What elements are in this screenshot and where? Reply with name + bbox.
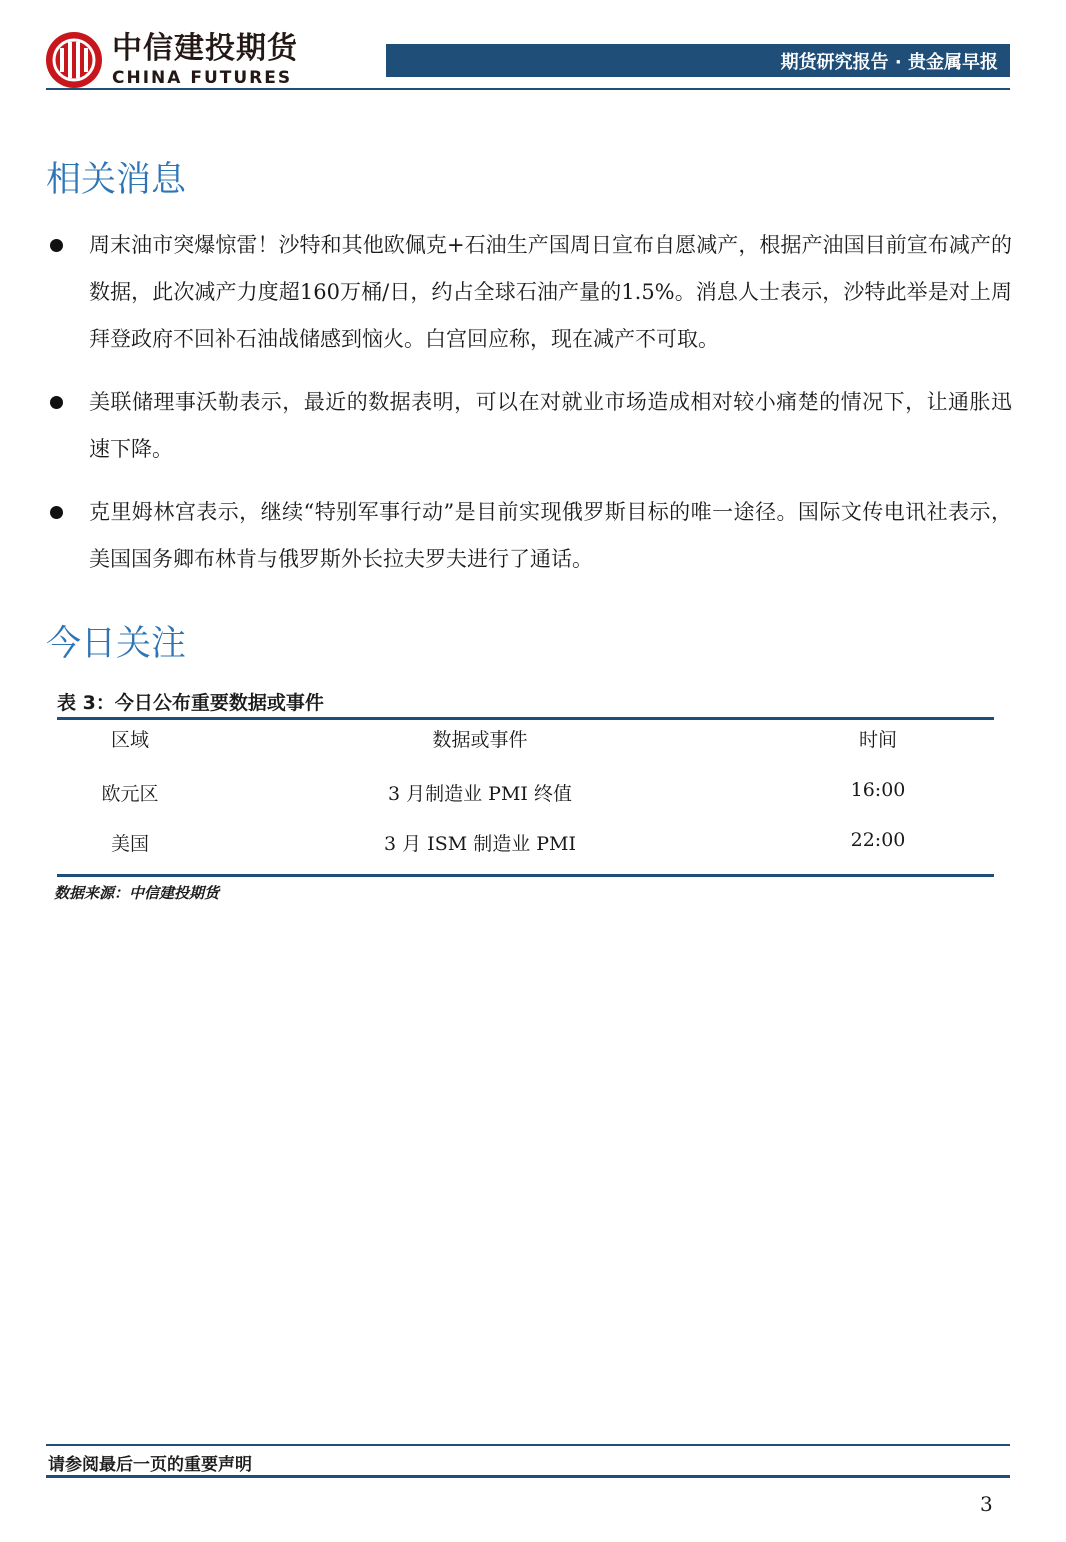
news-item-text: 周末油市突爆惊雷！沙特和其他欧佩克+石油生产国周日宣布自愿减产，根据产油国目前宣布减产的数据，此次减产力度超160万桶/日，约占全球石油产量的1.5%。消息人士表示，沙特此举是对上周拜登政府不回补石油战储感到恼火。白宫回应称，现在减产不可取。: [89, 233, 1012, 351]
report-type-label: 期货研究报告 · 贵金属早报: [780, 51, 998, 73]
table-header-event: 数据或事件: [432, 729, 528, 751]
china-futures-logo-icon: [44, 30, 104, 90]
news-item: [46, 222, 1012, 363]
disclaimer-note: 请参阅最后一页的重要声明: [48, 1455, 252, 1475]
footer-divider-top: [46, 1444, 1010, 1446]
report-type-banner: [386, 44, 1010, 77]
logo-english-name: CHINA FUTURES: [112, 67, 293, 88]
table-source-note: 数据来源：中信建投期货: [54, 884, 220, 902]
table-bottom-rule: [57, 874, 994, 877]
table-caption: 表 3：今日公布重要数据或事件: [57, 692, 324, 714]
bullet-dot-icon: [50, 396, 63, 409]
table-top-rule: [57, 717, 994, 720]
bullet-dot-icon: [50, 506, 63, 519]
news-section-title: 相关消息: [46, 160, 187, 200]
table-cell-region: 欧元区: [101, 783, 159, 805]
footer-divider-bottom: [46, 1475, 1010, 1478]
table-cell-event: 3 月制造业 PMI 终值: [388, 783, 572, 805]
page-number: 3: [980, 1492, 993, 1516]
news-item-text: 克里姆林宫表示，继续“特别军事行动”是目前实现俄罗斯目标的唯一途径。国际文传电讯社表示，美国国务卿布林肯与俄罗斯外长拉夫罗夫进行了通话。: [89, 500, 1012, 571]
header-divider: [46, 88, 1010, 90]
news-list: [46, 222, 1012, 599]
logo-chinese-name: 中信建投期货: [112, 30, 298, 66]
table-cell-time: 22:00: [850, 829, 906, 851]
news-item: [46, 379, 1012, 473]
table-cell-time: 16:00: [850, 779, 906, 801]
today-section-title: 今日关注: [46, 624, 187, 664]
news-item-text: 美联储理事沃勒表示，最近的数据表明，可以在对就业市场造成相对较小痛楚的情况下，让通胀迅速下降。: [89, 390, 1012, 461]
news-item: [46, 489, 1012, 583]
table-header-time: 时间: [858, 729, 897, 751]
table-cell-region: 美国: [110, 833, 149, 855]
table-header-region: 区域: [110, 729, 149, 751]
bullet-dot-icon: [50, 239, 63, 252]
table-cell-event: 3 月 ISM 制造业 PMI: [384, 833, 576, 855]
company-logo: [44, 30, 298, 90]
